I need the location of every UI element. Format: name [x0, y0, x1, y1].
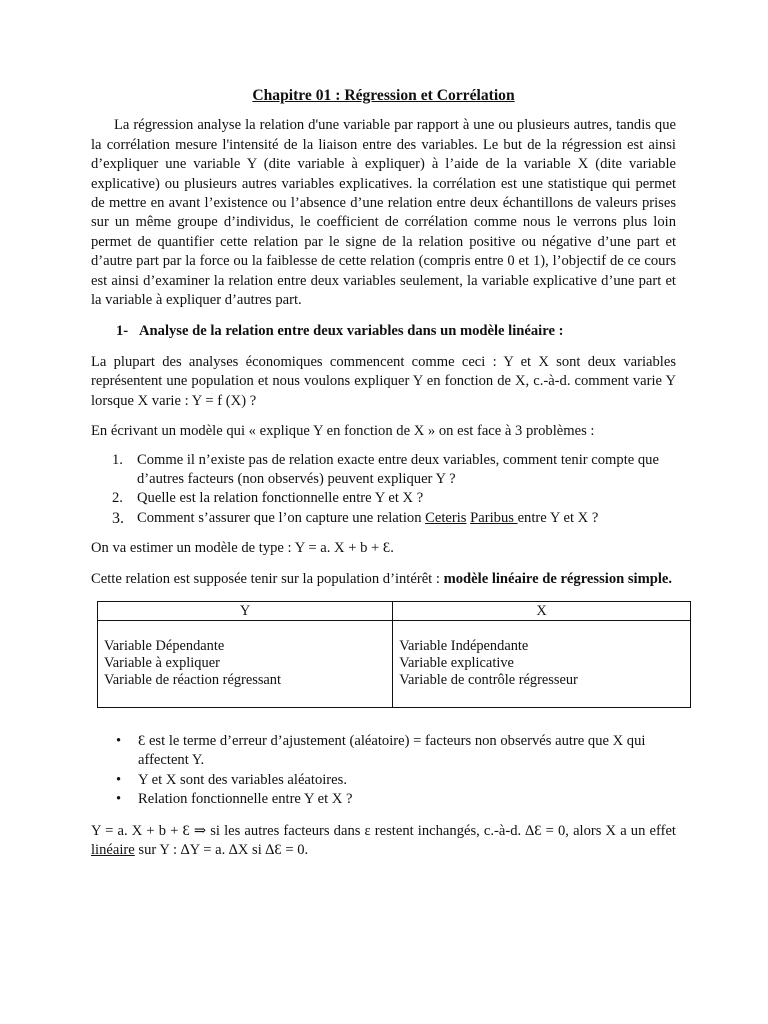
chapter-title: Chapitre 01 : Régression et Corrélation: [252, 87, 515, 104]
section-heading-text: Analyse de la relation entre deux variables dans un modèle linéaire :: [139, 323, 564, 340]
list-item: [91, 732, 676, 771]
document-content: [91, 86, 676, 860]
table-cell-y: [98, 620, 393, 707]
table-cell-line: Variable à expliquer: [104, 654, 220, 671]
list-text-part: entre Y et X ?: [517, 509, 599, 526]
estimate-paragraph: On va estimer un modèle de type : Y = a. X + b + Ɛ.: [91, 540, 394, 557]
list-item: [91, 790, 676, 809]
model-paragraph: En écrivant un modèle qui « explique Y en fonction de X » on est face à 3 problèmes :: [91, 423, 595, 440]
bullet-icon: •: [116, 732, 122, 749]
paribus-term: Paribus: [470, 509, 518, 526]
table-cell-line: Variable explicative: [399, 654, 514, 671]
table-cell-x: [393, 620, 691, 707]
bullet-icon: •: [116, 771, 122, 788]
relation-text: Cette relation est supposée tenir sur la population d’intérêt :: [91, 570, 444, 587]
table-header-y: Y: [98, 601, 393, 620]
table-cell-line: Variable de réaction régressant: [104, 671, 281, 688]
list-number: 1.: [112, 451, 123, 468]
lineaire-term: linéaire: [91, 841, 135, 858]
table-cell-line: Variable Indépendante: [399, 637, 529, 654]
list-number: 2.: [112, 490, 123, 507]
table-header-row: [98, 601, 691, 620]
list-number: 3.: [112, 509, 124, 527]
problems-list: [91, 451, 676, 529]
relation-bold-text: modèle linéaire de régression simple.: [443, 570, 673, 587]
final-text-end: sur Y : ∆Y = a. ∆X si ∆Ɛ = 0.: [134, 841, 309, 858]
table-header-x: X: [393, 601, 691, 620]
list-text: Relation fonctionnelle entre Y et X ?: [138, 791, 353, 808]
table-cell-line: Variable Dépendante: [104, 637, 225, 654]
bullet-list: [91, 732, 676, 810]
list-text: Comme il n’existe pas de relation exacte entre deux variables, comment tenir compte que d’autres facteurs (non observés) peuvent expliquer Y ?: [137, 451, 659, 487]
final-paragraph: [91, 822, 676, 861]
table-cell-line: Variable de contrôle régresseur: [399, 671, 578, 688]
section-number: 1-: [116, 323, 129, 340]
table-row: [98, 620, 691, 707]
list-text: [137, 510, 598, 526]
list-text: Ɛ est le terme d’erreur d’ajustement (aléatoire) = facteurs non observés autre que X qui affectent Y.: [138, 732, 646, 769]
list-text: Y et X sont des variables aléatoires.: [138, 771, 347, 788]
list-item: [91, 771, 676, 790]
list-item: [91, 451, 676, 490]
list-text-part: Comment s’assurer que l’on capture une relation: [137, 509, 426, 526]
final-text: Y = a. X + b + Ɛ ⇒ si les autres facteurs dans ε restent inchangés, c.-à-d. ∆Ɛ = 0, alors X a un effet: [91, 822, 676, 839]
relation-paragraph: [91, 570, 676, 589]
bullet-icon: •: [116, 791, 122, 808]
section-heading: [91, 322, 676, 341]
variables-table: [97, 601, 691, 708]
ceteris-term: Ceteris: [425, 509, 467, 526]
analyses-paragraph: La plupart des analyses économiques commencent comme ceci : Y et X sont deux variables représentent une population et nous voulons expliquer Y en fonction de X, c.-à-d. comment varie Y lorsque X varie : Y = f (X) ?: [91, 353, 676, 409]
intro-paragraph: La régression analyse la relation d'une variable par rapport à une ou plusieurs autres, tandis que la corrélation mesure l'intensité de la liaison entre des variables. Le but de la régression est ainsi d’expliquer une variable Y (dite variable à expliquer) à l’aide de la variable X (dite variable explicative) ou plusieurs autres variables explicatives. la corrélation est une statistique qui permet de mettre en avant l’existence ou l’absence d’une relation entre deux échantillons de valeurs prises sur un même groupe d’individus, le coefficient de corrélation comme nous le verrons plus loin permet de quantifier cette relation par le signe de la relation positive ou négative d’une part et d’autre part par la force ou la faiblesse de cette relation (compris entre 0 et 1), l’objectif de ce cours est ainsi d’examiner la relation entre deux variables seulement, la variable explicative d’une part et la variable à expliquer d’autres part.: [91, 117, 676, 309]
list-text: Quelle est la relation fonctionnelle entre Y et X ?: [137, 490, 424, 507]
list-item: [91, 509, 676, 528]
list-item: [91, 489, 676, 508]
